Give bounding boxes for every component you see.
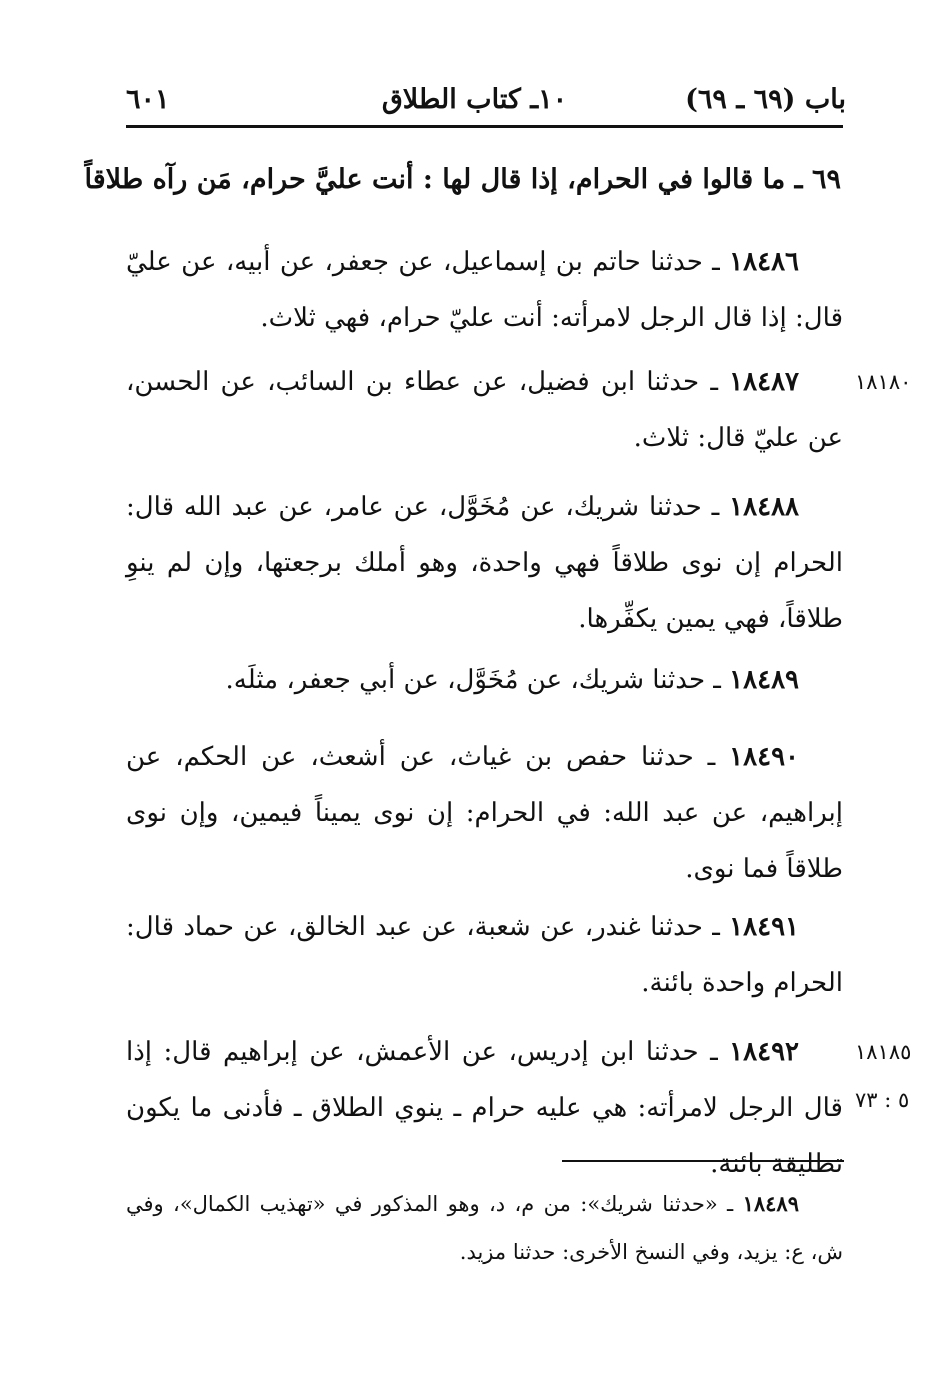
running-header-book: ١٠ـ كتاب الطلاق [381,84,568,115]
hadith-number: ١٨٤٩٢ [729,1037,799,1067]
hadith-18486 [126,234,843,346]
hadith-18490 [126,729,843,897]
hadith-number: ١٨٤٨٨ [729,492,799,522]
hadith-18487 [126,354,843,466]
margin-reference: ١٨١٨٥ [855,1040,912,1064]
margin-volume-reference: ٥ : ٧٣ [855,1088,910,1112]
footnote-number: ١٨٤٨٩ [742,1191,799,1216]
hadith-text: ـ حدثنا حاتم بن إسماعيل، عن جعفر، عن أبيه، عن عليّ قال: إذا قال الرجل لامرأته: أنت عليّ حرام، فهي ثلاث. [126,247,843,333]
hadith-18491 [126,899,843,1011]
footnote [126,1180,843,1276]
hadith-number: ١٨٤٨٧ [729,367,799,397]
margin-reference: ١٨١٨٠ [855,370,912,394]
hadith-number: ١٨٤٨٩ [729,665,799,695]
header-rule [126,125,843,128]
chapter-title: ٦٩ ـ ما قالوا في الحرام، إذا قال لها : أنت عليَّ حرام، مَن رآه طلاقاً [84,164,841,195]
hadith-number: ١٨٤٩٠ [729,742,799,772]
hadith-text: ـ حدثنا شريك، عن مُخَوَّل، عن عامر، عن عبد الله قال: الحرام إن نوى طلاقاً فهي واحدة، وهو أملك برجعتها، وإن لم ينوِ طلاقاً، فهي يمين يكفِّرها. [126,492,843,634]
running-header-section: باب (٦٩ ـ ٦٩) [685,84,846,115]
hadith-text: ـ حدثنا ابن إدريس، عن الأعمش، عن إبراهيم قال: إذا قال الرجل لامرأته: هي عليه حرام ـ ينوي الطلاق ـ فأدنى ما يكون تطليقة بائنة. [126,1037,843,1179]
hadith-text: ـ حدثنا حفص بن غياث، عن أشعث، عن الحكم، عن إبراهيم، عن عبد الله: في الحرام: إن نوى يميناً فيمين، وإن نوى طلاقاً فما نوى. [126,742,843,884]
footnote-text: ـ «حدثنا شريك»: من م، د، وهو المذكور في «تهذيب الكمال»، وفي ش، ع: يزيد، وفي النسخ الأخرى: حدثنا مزيد. [126,1192,843,1264]
hadith-18488 [126,479,843,647]
hadith-text: ـ حدثنا ابن فضيل، عن عطاء بن السائب، عن الحسن، عن عليّ قال: ثلاث. [126,367,843,453]
hadith-18492 [126,1024,843,1192]
hadith-18489 [126,652,843,708]
hadith-text: ـ حدثنا غندر، عن شعبة، عن عبد الخالق، عن حماد قال: الحرام واحدة بائنة. [126,912,843,998]
hadith-number: ١٨٤٨٦ [729,247,799,277]
hadith-text: ـ حدثنا شريك، عن مُخَوَّل، عن أبي جعفر، مثلَه. [225,665,730,695]
hadith-number: ١٨٤٩١ [729,912,799,942]
footnote-rule [562,1160,844,1162]
page-number: ٦٠١ [126,84,170,115]
